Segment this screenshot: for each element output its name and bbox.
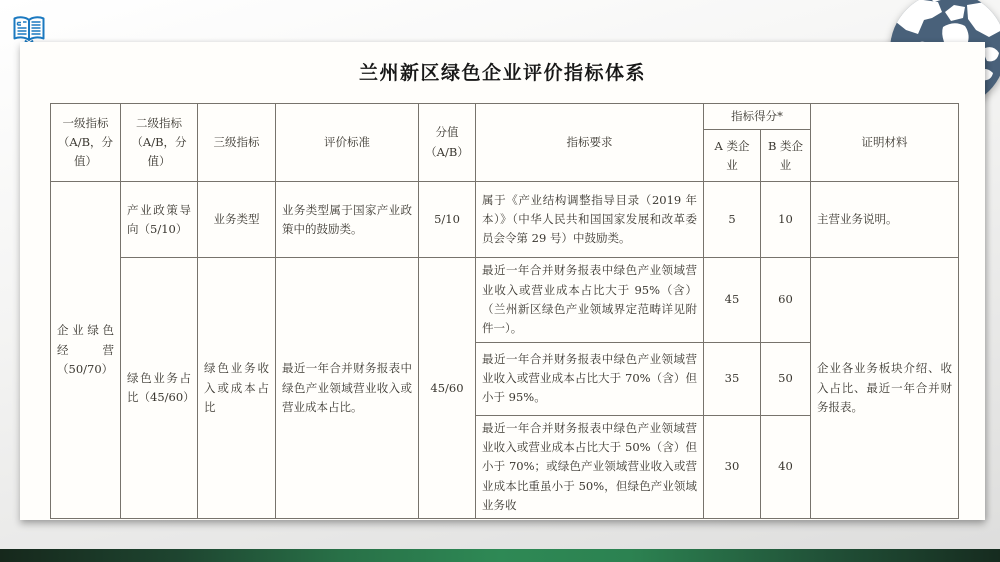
cell-r3-requirement: 最近一年合并财务报表中绿色产业领域营业收入或营业成本占比大于 70%（含）但小于 95%。	[476, 342, 704, 415]
cell-r1-score: 5/10	[419, 182, 476, 258]
cell-r2-score: 45/60	[419, 258, 476, 519]
document-page	[20, 42, 985, 520]
cell-r1-standard: 业务类型属于国家产业政策中的鼓励类。	[276, 182, 419, 258]
table-row	[51, 182, 959, 258]
cell-r4-score-b: 40	[761, 415, 811, 519]
cell-r2-score-a: 45	[704, 258, 761, 342]
header-level3: 三级指标	[198, 104, 276, 182]
cell-r1-level2: 产业政策导向（5/10）	[121, 182, 198, 258]
cell-r2-evidence: 企业各业务板块介绍、收入占比、最近一年合并财务报表。	[811, 258, 959, 519]
header-class-b: B 类企业	[761, 130, 811, 182]
cell-r4-score-a: 30	[704, 415, 761, 519]
header-score: 分值（A/B）	[419, 104, 476, 182]
header-indicator-score: 指标得分*	[704, 104, 811, 130]
cell-r2-score-b: 60	[761, 258, 811, 342]
table-row	[51, 258, 959, 342]
header-class-a: A 类企业	[704, 130, 761, 182]
header-requirement: 指标要求	[476, 104, 704, 182]
cell-r2-level3: 绿色业务收入或成本占比	[198, 258, 276, 519]
cell-r1-evidence: 主营业务说明。	[811, 182, 959, 258]
cell-r4-requirement: 最近一年合并财务报表中绿色产业领域营业收入或营业成本占比大于 50%（含）但小于 70%；或绿色产业领域营业收入或营业成本比重虽小于 50%，但绿色产业领域业务收	[476, 415, 704, 519]
header-standard: 评价标准	[276, 104, 419, 182]
cell-r2-level2: 绿色业务占比（45/60）	[121, 258, 198, 519]
cell-r3-score-a: 35	[704, 342, 761, 415]
cell-r3-score-b: 50	[761, 342, 811, 415]
cell-r1-requirement: 属于《产业结构调整指导目录（2019 年本）》（中华人民共和国国家发展和改革委员会令第 29 号）中鼓励类。	[476, 182, 704, 258]
cell-level1-green-operation: 企业绿色经营（50/70）	[51, 182, 121, 519]
bottom-accent-bar	[0, 549, 1000, 562]
header-level2: 二级指标（A/B，分值）	[121, 104, 198, 182]
header-level1: 一级指标（A/B，分值）	[51, 104, 121, 182]
cell-r2-standard: 最近一年合并财务报表中绿色产业领域营业收入或营业成本占比。	[276, 258, 419, 519]
cell-r1-level3: 业务类型	[198, 182, 276, 258]
page-title: 兰州新区绿色企业评价指标体系	[358, 62, 646, 84]
cell-r1-score-b: 10	[761, 182, 811, 258]
cell-r1-score-a: 5	[704, 182, 761, 258]
cell-r2-requirement: 最近一年合并财务报表中绿色产业领域营业收入或营业成本占比大于 95%（含）（兰州新区绿色产业领域界定范畴详见附件一）。	[476, 258, 704, 342]
header-evidence: 证明材料	[811, 104, 959, 182]
indicator-table	[50, 103, 959, 519]
